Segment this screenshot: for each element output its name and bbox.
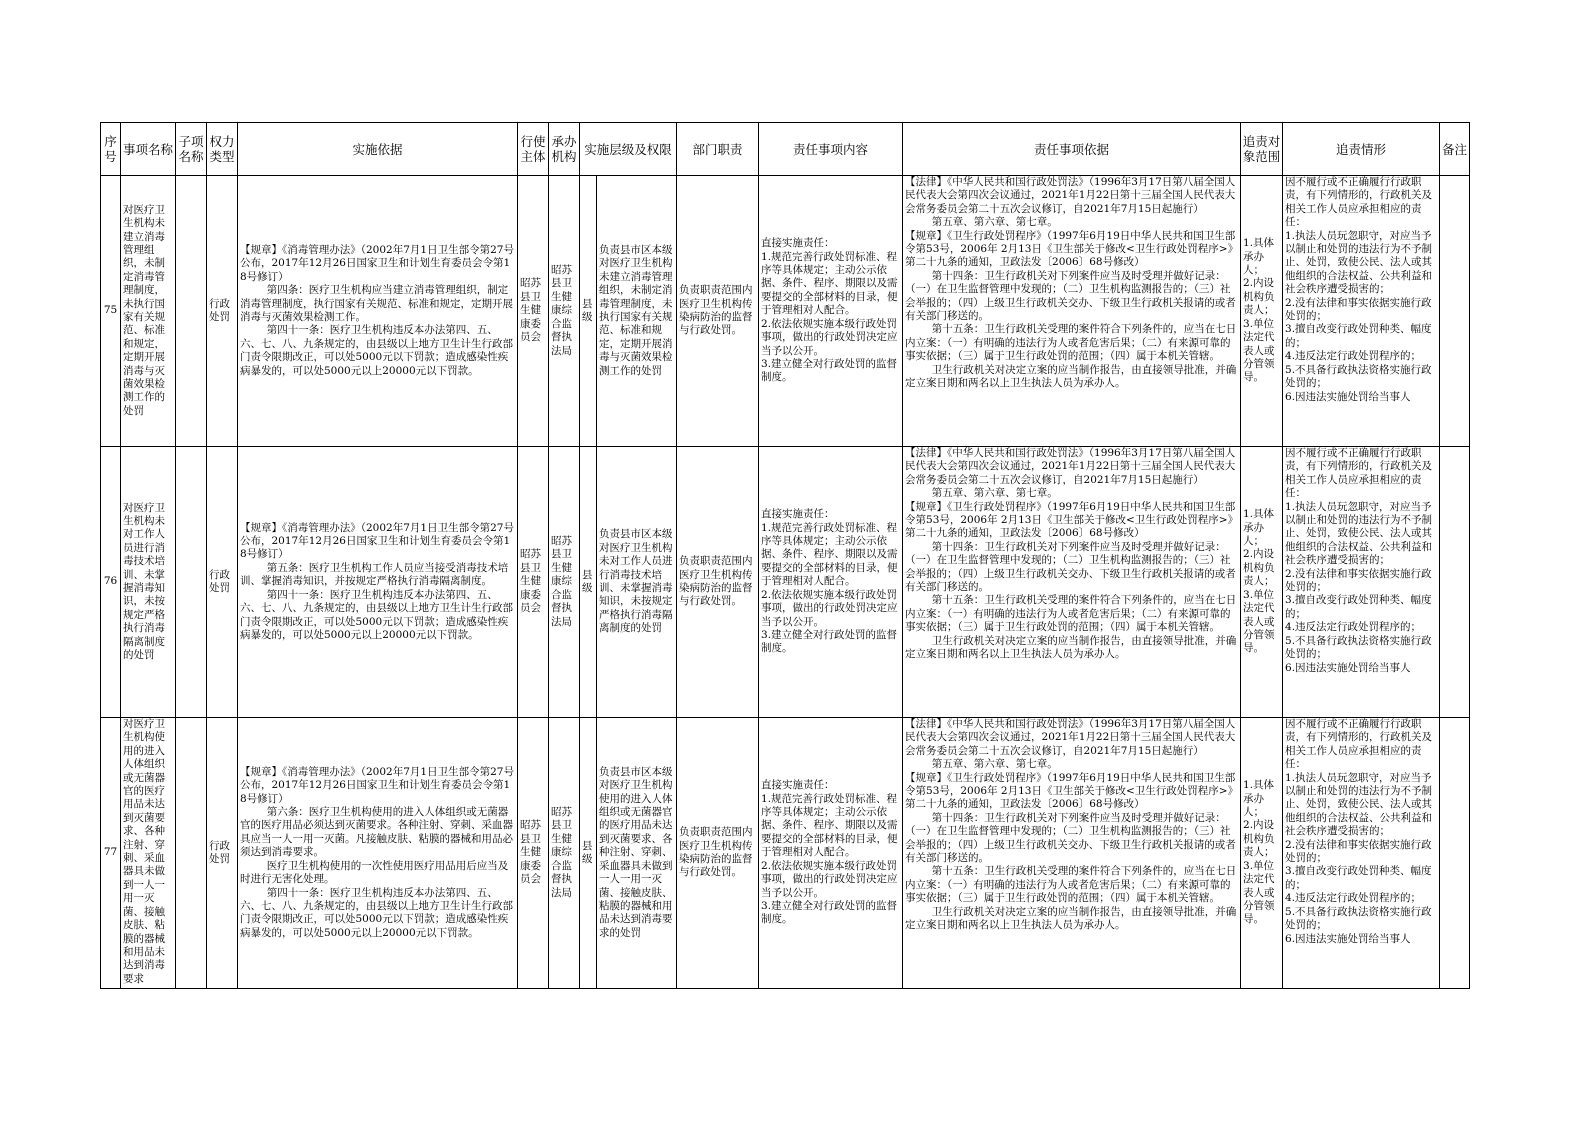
- row-resp-content: 直接实施责任： 1.规范完善行政处罚标准、程序等具体规定；主动公示依据、条件、程序、期限以及需要提交的全部材料的目录，便于管理相对人配合。 2.依法依规实施本级行政处罚事项，做出的行政处罚决定应当予以公开。 3.建立健全对行政处罚的监督制度。: [759, 176, 903, 447]
- header-basis: 实施依据: [238, 123, 518, 176]
- row-subject: 昭苏县卫生健康委员会: [518, 447, 549, 718]
- table-row: [101, 447, 1470, 718]
- row-remark: [1440, 176, 1470, 447]
- row-resp-basis: 【法律】《中华人民共和国行政处罚法》（1996年3月17日第八届全国人民代表大会第四次会议通过，2021年1月22日第十三届全国人民代表大会常务委员会第二十五次会议修订，自2021年7月15日起施行） 第五章、第六章、第七章。 【规章】《卫生行政处罚程序》（1997年6月19日中华人民共和国卫生部令第53号，2006年 2月13日《卫生部关于修改<卫生行政处罚程序>》第二十九条的通知，卫政法发〔2006〕68号修改） 第十四条：卫生行政机关对下列案件应当及时受理并做好记录：（一）在卫生监督管理中发现的；（二）卫生机构监测报告的；（三）社会举报的；（四）上级卫生行政机关交办、下级卫生行政机关报请的或者有关部门移送的。 第十五条：卫生行政机关受理的案件符合下列条件的，应当在七日内立案：（一）有明确的违法行为人或者危害后果；（二）有来源可靠的事实依据；（三）属于卫生行政处罚的范围；（四）属于本机关管辖。 卫生行政机关对决定立案的应当制作报告，由直接领导批准，并确定立案日期和两名以上卫生执法人员为承办人。: [903, 447, 1241, 718]
- row-remark: [1440, 447, 1470, 718]
- row-sub-item: [176, 718, 207, 989]
- row-dept-duty: 负责职责范围内医疗卫生机构传染病防治的监督与行政处罚。: [677, 447, 759, 718]
- row-subject: 昭苏县卫生健康委员会: [518, 176, 549, 447]
- row-resp-basis: 【法律】《中华人民共和国行政处罚法》（1996年3月17日第八届全国人民代表大会第四次会议通过，2021年1月22日第十三届全国人民代表大会常务委员会第二十五次会议修订，自2021年7月15日起施行） 第五章、第六章、第七章。 【规章】《卫生行政处罚程序》（1997年6月19日中华人民共和国卫生部令第53号，2006年 2月13日《卫生部关于修改<卫生行政处罚程序>》第二十九条的通知，卫政法发〔2006〕68号修改） 第十四条：卫生行政机关对下列案件应当及时受理并做好记录：（一）在卫生监督管理中发现的；（二）卫生机构监测报告的；（三）社会举报的；（四）上级卫生行政机关交办、下级卫生行政机关报请的或者有关部门移送的。 第十五条：卫生行政机关受理的案件符合下列条件的，应当在七日内立案：（一）有明确的违法行为人或者危害后果；（二）有来源可靠的事实依据；（三）属于卫生行政处罚的范围；（四）属于本机关管辖。 卫生行政机关对决定立案的应当制作报告，由直接领导批准，并确定立案日期和两名以上卫生执法人员为承办人。: [903, 176, 1241, 447]
- header-sub-item: 子项名称: [176, 123, 207, 176]
- header-resp-content: 责任事项内容: [759, 123, 903, 176]
- row-level-b: 负责县市区本级对医疗卫生机构未建立消毒管理组织，未制定消毒管理制度，未执行国家有关规范、标准和规定，定期开展消毒与灭菌效果检测工作的处罚: [597, 176, 677, 447]
- row-resp-basis: 【法律】《中华人民共和国行政处罚法》（1996年3月17日第八届全国人民代表大会第四次会议通过，2021年1月22日第十三届全国人民代表大会常务委员会第二十五次会议修订，自2021年7月15日起施行） 第五章、第六章、第七章。 【规章】《卫生行政处罚程序》（1997年6月19日中华人民共和国卫生部令第53号，2006年 2月13日《卫生部关于修改<卫生行政处罚程序>》第二十九条的通知，卫政法发〔2006〕68号修改） 第十四条：卫生行政机关对下列案件应当及时受理并做好记录：（一）在卫生监督管理中发现的；（二）卫生机构监测报告的；（三）社会举报的；（四）上级卫生行政机关交办、下级卫生行政机关报请的或者有关部门移送的。 第十五条：卫生行政机关受理的案件符合下列条件的，应当在七日内立案：（一）有明确的违法行为人或者危害后果；（二）有来源可靠的事实依据；（三）属于卫生行政处罚的范围；（四）属于本机关管辖。 卫生行政机关对决定立案的应当制作报告，由直接领导批准，并确定立案日期和两名以上卫生执法人员为承办人。: [903, 718, 1241, 989]
- row-level-a: 县级: [580, 447, 597, 718]
- row-scope: 1.具体承办人； 2.内设机构负责人； 3.单位法定代表人或分管领导。: [1241, 718, 1283, 989]
- accountability-table: [100, 122, 1470, 989]
- row-situation: 因不履行或不正确履行行政职责，有下列情形的，行政机关及相关工作人员应承担相应的责任： 1.执法人员玩忽职守，对应当予以制止和处罚的违法行为不予制止、处罚，致使公民、法人或其他组织的合法权益、公共利益和社会秩序遭受损害的； 2.没有法律和事实依据实施行政处罚的； 3.擅自改变行政处罚种类、幅度的； 4.违反法定行政处罚程序的； 5.不具备行政执法资格实施行政处罚的； 6.因违法实施处罚给当事人: [1283, 447, 1440, 718]
- row-scope: 1.具体承办人； 2.内设机构负责人； 3.单位法定代表人或分管领导。: [1241, 447, 1283, 718]
- row-item-name: 对医疗卫生机构未对工作人员进行消毒技术培训、未掌握消毒知识，未按规定严格执行消毒隔离制度的处罚: [121, 447, 176, 718]
- row-item-name: 对医疗卫生机构使用的进入人体组织或无菌器官的医疗用品未达到灭菌要求、各种注射、穿刺、采血器具未做到一人一用一灭菌、接触皮肤、粘膜的器械和用品未达到消毒要求: [121, 718, 176, 989]
- header-power-type: 权力类型: [207, 123, 238, 176]
- row-agency: 昭苏县卫生健康综合监督执法局: [549, 447, 580, 718]
- header-no: 序号: [101, 123, 121, 176]
- header-level: 实施层级及权限: [580, 123, 677, 176]
- row-sub-item: [176, 447, 207, 718]
- row-scope: 1.具体承办人； 2.内设机构负责人； 3.单位法定代表人或分管领导。: [1241, 176, 1283, 447]
- row-no: 77: [101, 718, 121, 989]
- row-situation: 因不履行或不正确履行行政职责，有下列情形的，行政机关及相关工作人员应承担相应的责任： 1.执法人员玩忽职守，对应当予以制止和处罚的违法行为不予制止、处罚，致使公民、法人或其他组织的合法权益、公共利益和社会秩序遭受损害的； 2.没有法律和事实依据实施行政处罚的； 3.擅自改变行政处罚种类、幅度的； 4.违反法定行政处罚程序的； 5.不具备行政执法资格实施行政处罚的； 6.因违法实施处罚给当事人: [1283, 176, 1440, 447]
- row-no: 76: [101, 447, 121, 718]
- row-agency: 昭苏县卫生健康综合监督执法局: [549, 718, 580, 989]
- row-subject: 昭苏县卫生健康委员会: [518, 718, 549, 989]
- row-no: 75: [101, 176, 121, 447]
- row-level-a: 县级: [580, 718, 597, 989]
- header-item-name: 事项名称: [121, 123, 176, 176]
- row-level-b: 负责县市区本级对医疗卫生机构使用的进入人体组织或无菌器官的医疗用品未达到灭菌要求、各种注射、穿刺、采血器具未做到一人一用一灭菌、接触皮肤、粘膜的器械和用品未达到消毒要求的处罚: [597, 718, 677, 989]
- table-row: [101, 718, 1470, 989]
- row-sub-item: [176, 176, 207, 447]
- row-power-type: 行政处罚: [207, 718, 238, 989]
- row-item-name: 对医疗卫生机构未建立消毒管理组织，未制定消毒管理制度，未执行国家有关规范、标准和规定，定期开展消毒与灭菌效果检测工作的处罚: [121, 176, 176, 447]
- row-power-type: 行政处罚: [207, 447, 238, 718]
- row-dept-duty: 负责职责范围内医疗卫生机构传染病防治的监督与行政处罚。: [677, 718, 759, 989]
- header-situation: 追责情形: [1283, 123, 1440, 176]
- row-remark: [1440, 718, 1470, 989]
- row-level-b: 负责县市区本级对医疗卫生机构未对工作人员进行消毒技术培训、未掌握消毒知识，未按规定严格执行消毒隔离制度的处罚: [597, 447, 677, 718]
- row-power-type: 行政处罚: [207, 176, 238, 447]
- row-basis: 【规章】《消毒管理办法》（2002年7月1日卫生部令第27号公布，2017年12月26日国家卫生和计划生育委员会令第18号修订） 第四条：医疗卫生机构应当建立消毒管理组织，制定消毒管理制度，执行国家有关规范、标准和规定，定期开展消毒与灭菌效果检测工作。 第四十一条：医疗卫生机构违反本办法第四、五、六、七、八、九条规定的，由县级以上地方卫生计生行政部门责令限期改正，可以处5000元以下罚款；造成感染性疾病暴发的，可以处5000元以上20000元以下罚款。: [238, 176, 518, 447]
- row-agency: 昭苏县卫生健康综合监督执法局: [549, 176, 580, 447]
- row-dept-duty: 负责职责范围内医疗卫生机构传染病防治的监督与行政处罚。: [677, 176, 759, 447]
- row-resp-content: 直接实施责任： 1.规范完善行政处罚标准、程序等具体规定；主动公示依据、条件、程序、期限以及需要提交的全部材料的目录，便于管理相对人配合。 2.依法依规实施本级行政处罚事项，做出的行政处罚决定应当予以公开。 3.建立健全对行政处罚的监督制度。: [759, 447, 903, 718]
- header-remark: 备注: [1440, 123, 1470, 176]
- row-situation: 因不履行或不正确履行行政职责，有下列情形的，行政机关及相关工作人员应承担相应的责任： 1.执法人员玩忽职守，对应当予以制止和处罚的违法行为不予制止、处罚，致使公民、法人或其他组织的合法权益、公共利益和社会秩序遭受损害的； 2.没有法律和事实依据实施行政处罚的； 3.擅自改变行政处罚种类、幅度的； 4.违反法定行政处罚程序的； 5.不具备行政执法资格实施行政处罚的； 6.因违法实施处罚给当事人: [1283, 718, 1440, 989]
- header-agency: 承办机构: [549, 123, 580, 176]
- header-row: [101, 123, 1470, 176]
- row-resp-content: 直接实施责任： 1.规范完善行政处罚标准、程序等具体规定；主动公示依据、条件、程序、期限以及需要提交的全部材料的目录，便于管理相对人配合。 2.依法依规实施本级行政处罚事项，做出的行政处罚决定应当予以公开。 3.建立健全对行政处罚的监督制度。: [759, 718, 903, 989]
- row-basis: 【规章】《消毒管理办法》（2002年7月1日卫生部令第27号公布，2017年12月26日国家卫生和计划生育委员会令第18号修订） 第六条：医疗卫生机构使用的进入人体组织或无菌器官的医疗用品必须达到灭菌要求。各种注射、穿刺、采血器具应当一人一用一灭菌。凡接触皮肤、粘膜的器械和用品必须达到消毒要求。 医疗卫生机构使用的一次性使用医疗用品用后应当及时进行无害化处理。 第四十一条：医疗卫生机构违反本办法第四、五、六、七、八、九条规定的，由县级以上地方卫生计生行政部门责令限期改正，可以处5000元以下罚款；造成感染性疾病暴发的，可以处5000元以上20000元以下罚款。: [238, 718, 518, 989]
- table-row: [101, 176, 1470, 447]
- row-level-a: 县级: [580, 176, 597, 447]
- row-basis: 【规章】《消毒管理办法》（2002年7月1日卫生部令第27号公布，2017年12月26日国家卫生和计划生育委员会令第18号修订） 第五条：医疗卫生机构工作人员应当接受消毒技术培训、掌握消毒知识，并按规定严格执行消毒隔离制度。 第四十一条：医疗卫生机构违反本办法第四、五、六、七、八、九条规定的，由县级以上地方卫生计生行政部门责令限期改正，可以处5000元以下罚款；造成感染性疾病暴发的，可以处5000元以上20000元以下罚款。: [238, 447, 518, 718]
- header-subject: 行使主体: [518, 123, 549, 176]
- header-resp-basis: 责任事项依据: [903, 123, 1241, 176]
- header-dept-duty: 部门职责: [677, 123, 759, 176]
- header-scope: 追责对象范围: [1241, 123, 1283, 176]
